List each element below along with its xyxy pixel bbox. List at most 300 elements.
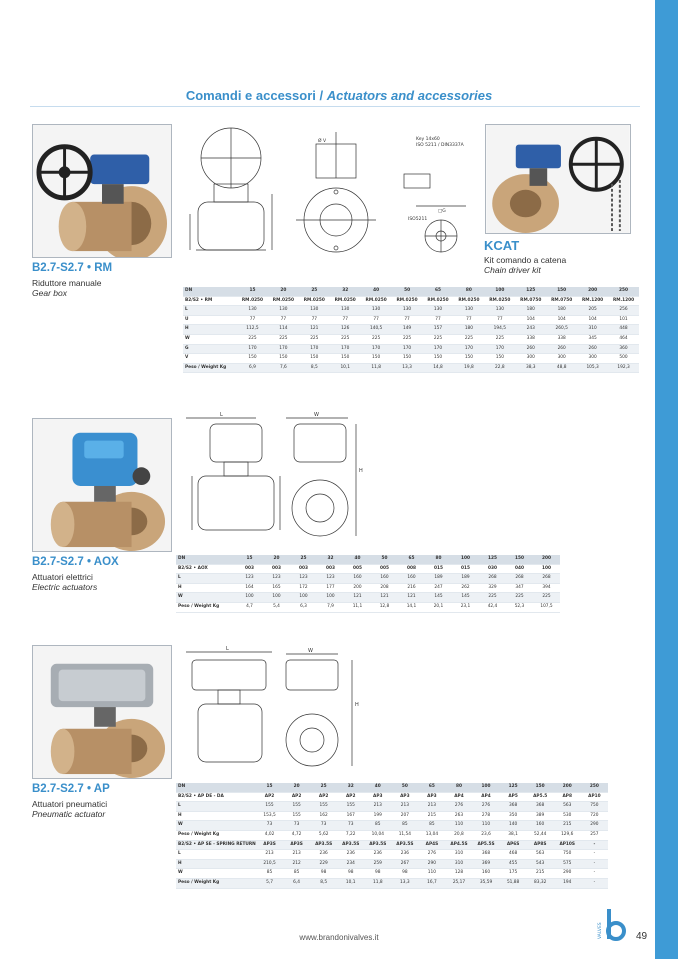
table-cell: 40 bbox=[361, 287, 392, 296]
table-cell: 290 bbox=[554, 869, 581, 879]
table-cell: 225 bbox=[392, 334, 423, 344]
table-cell: 11,8 bbox=[364, 878, 391, 888]
table-cell: 130 bbox=[423, 306, 454, 316]
table-cell: 52,44 bbox=[527, 830, 554, 840]
table-cell: 394 bbox=[533, 583, 560, 593]
table-cell: 20,1 bbox=[425, 602, 452, 612]
table-row bbox=[176, 869, 608, 879]
table-cell: 121 bbox=[398, 593, 425, 603]
aox-technical-drawing bbox=[176, 412, 376, 552]
table-cell: 207 bbox=[391, 811, 418, 821]
table-cell: - bbox=[581, 878, 608, 888]
row-label-cell: V bbox=[183, 354, 237, 364]
table-cell: 114 bbox=[268, 325, 299, 335]
table-cell: RM.0250 bbox=[268, 296, 299, 306]
table-cell: 7,9 bbox=[317, 602, 344, 612]
table-cell: 15 bbox=[256, 783, 283, 792]
table-row bbox=[183, 315, 639, 325]
table-cell: 368 bbox=[473, 850, 500, 860]
table-cell: RM.0250 bbox=[330, 296, 361, 306]
table-cell: 389 bbox=[527, 811, 554, 821]
table-cell: 225 bbox=[330, 334, 361, 344]
table-cell: 500 bbox=[608, 354, 639, 364]
table-cell: 73 bbox=[283, 821, 310, 831]
table-cell: 530 bbox=[554, 811, 581, 821]
row-label-cell: DN bbox=[183, 287, 237, 296]
table-cell: 16,7 bbox=[418, 878, 445, 888]
table-cell: 10,04 bbox=[364, 830, 391, 840]
title-rule bbox=[30, 106, 640, 107]
rm-drawing-key-label: Key 14x60 bbox=[416, 137, 440, 142]
table-cell: 464 bbox=[608, 334, 639, 344]
table-cell: - bbox=[581, 840, 608, 850]
kcat-title: KCAT bbox=[484, 238, 520, 253]
table-cell: 216 bbox=[398, 583, 425, 593]
table-cell: 200 bbox=[533, 555, 560, 564]
table-cell: 150 bbox=[423, 354, 454, 364]
page-number: 49 bbox=[636, 931, 648, 942]
table-header-row bbox=[176, 555, 560, 564]
table-cell: 155 bbox=[283, 811, 310, 821]
ap-drawing-l-label: L bbox=[226, 646, 229, 652]
table-cell: 77 bbox=[299, 315, 330, 325]
table-cell: 720 bbox=[581, 811, 608, 821]
ap-subtitle-en: Pneumatic actuator bbox=[32, 809, 106, 819]
table-row bbox=[183, 363, 639, 373]
table-cell: 80 bbox=[453, 287, 484, 296]
kcat-subtitle-it: Kit comando a catena bbox=[484, 255, 567, 265]
table-cell: 140 bbox=[500, 821, 527, 831]
table-cell: 170 bbox=[237, 344, 268, 354]
table-row bbox=[176, 564, 560, 574]
table-cell: 123 bbox=[263, 574, 290, 584]
table-cell: 150 bbox=[484, 354, 515, 364]
table-cell: RM.0750 bbox=[546, 296, 577, 306]
table-cell: 65 bbox=[418, 783, 445, 792]
aox-drawing-l-label: L bbox=[220, 412, 223, 418]
table-cell: 50 bbox=[392, 287, 423, 296]
table-cell: 008 bbox=[398, 564, 425, 574]
table-cell: 338 bbox=[546, 334, 577, 344]
table-cell: 121 bbox=[344, 593, 371, 603]
rm-drawing-iso-bottom-label: ISO5211 bbox=[408, 217, 428, 222]
table-cell: 368 bbox=[500, 802, 527, 812]
table-cell: 20 bbox=[263, 555, 290, 564]
table-cell: 11,54 bbox=[391, 830, 418, 840]
rm-drawing-g-label: □G bbox=[438, 209, 446, 214]
table-row bbox=[183, 306, 639, 316]
aox-drawing-h-label: H bbox=[359, 468, 363, 474]
table-cell: 42,4 bbox=[479, 602, 506, 612]
table-cell: AP3.5S bbox=[391, 840, 418, 850]
table-cell: 215 bbox=[527, 869, 554, 879]
kcat-subtitle-en: Chain driver kit bbox=[484, 265, 541, 275]
table-cell: 347 bbox=[506, 583, 533, 593]
table-cell: 160 bbox=[371, 574, 398, 584]
table-cell: 105,3 bbox=[577, 363, 608, 373]
table-cell: 149 bbox=[392, 325, 423, 335]
table-cell: 213 bbox=[418, 802, 445, 812]
table-row bbox=[176, 583, 560, 593]
table-cell: 003 bbox=[236, 564, 263, 574]
table-cell: 80 bbox=[425, 555, 452, 564]
table-cell: 150 bbox=[392, 354, 423, 364]
table-cell: 189 bbox=[425, 574, 452, 584]
table-cell: 100 bbox=[533, 564, 560, 574]
table-cell: 360 bbox=[608, 344, 639, 354]
table-cell: 150 bbox=[361, 354, 392, 364]
row-label-cell: H bbox=[176, 859, 256, 869]
table-cell: 290 bbox=[418, 859, 445, 869]
table-cell: 310 bbox=[445, 859, 472, 869]
side-color-bar bbox=[655, 0, 678, 959]
table-cell: 563 bbox=[527, 850, 554, 860]
table-cell: 160 bbox=[398, 574, 425, 584]
aox-spec-table bbox=[176, 555, 560, 613]
table-cell: 98 bbox=[364, 869, 391, 879]
table-cell: 268 bbox=[506, 574, 533, 584]
table-cell: AP4 bbox=[473, 792, 500, 802]
table-cell: AP3 bbox=[364, 792, 391, 802]
table-cell: 77 bbox=[484, 315, 515, 325]
table-cell: 276 bbox=[445, 802, 472, 812]
table-cell: 12,8 bbox=[371, 602, 398, 612]
ap-model-title: B2.7-S2.7 • AP bbox=[32, 783, 110, 795]
aox-model-title: B2.7-S2.7 • AOX bbox=[32, 556, 119, 568]
table-cell: 10,1 bbox=[337, 878, 364, 888]
table-cell: 4,7 bbox=[236, 602, 263, 612]
rm-subtitle-it: Riduttore manuale bbox=[32, 278, 102, 288]
table-cell: 25 bbox=[290, 555, 317, 564]
rm-spec-table bbox=[183, 287, 639, 373]
table-cell: 165 bbox=[263, 583, 290, 593]
table-cell: 13,3 bbox=[391, 878, 418, 888]
table-cell: 003 bbox=[317, 564, 344, 574]
table-cell: 23,6 bbox=[473, 830, 500, 840]
row-label-cell: W bbox=[183, 334, 237, 344]
table-cell: 160 bbox=[473, 869, 500, 879]
table-cell: 276 bbox=[473, 802, 500, 812]
row-label-cell: W bbox=[176, 821, 256, 831]
table-cell: 200 bbox=[554, 783, 581, 792]
table-row bbox=[183, 334, 639, 344]
table-cell: AP8 bbox=[554, 792, 581, 802]
table-cell: 77 bbox=[268, 315, 299, 325]
table-cell: 77 bbox=[330, 315, 361, 325]
table-cell: 121 bbox=[371, 593, 398, 603]
table-cell: 215 bbox=[554, 821, 581, 831]
table-cell: 177 bbox=[317, 583, 344, 593]
table-cell: 130 bbox=[453, 306, 484, 316]
table-row bbox=[176, 811, 608, 821]
table-cell: 225 bbox=[506, 593, 533, 603]
table-cell: 110 bbox=[445, 821, 472, 831]
aox-drawing-w-label: W bbox=[314, 412, 319, 418]
table-cell: 38,3 bbox=[515, 363, 546, 373]
table-cell: 25 bbox=[299, 287, 330, 296]
table-cell: 160 bbox=[344, 574, 371, 584]
table-cell: 85 bbox=[256, 869, 283, 879]
table-cell: - bbox=[581, 869, 608, 879]
table-cell: RM.0250 bbox=[299, 296, 330, 306]
rm-subtitle-en: Gear box bbox=[32, 288, 67, 298]
table-cell: 213 bbox=[364, 802, 391, 812]
row-label-cell: DN bbox=[176, 555, 236, 564]
table-cell: 32 bbox=[317, 555, 344, 564]
table-cell: 123 bbox=[236, 574, 263, 584]
table-cell: 130 bbox=[361, 306, 392, 316]
table-cell: 104 bbox=[577, 315, 608, 325]
electric-actuator-photo bbox=[32, 418, 172, 552]
ap-drawing-h-label: H bbox=[355, 702, 359, 708]
table-cell: 7,6 bbox=[268, 363, 299, 373]
table-cell: 73 bbox=[337, 821, 364, 831]
table-cell: 225 bbox=[423, 334, 454, 344]
row-label-cell: Peso / Weight Kg bbox=[176, 830, 256, 840]
row-label-cell: W bbox=[176, 593, 236, 603]
table-cell: 104 bbox=[515, 315, 546, 325]
table-cell: 150 bbox=[453, 354, 484, 364]
table-cell: 25,17 bbox=[445, 878, 472, 888]
table-cell: 77 bbox=[361, 315, 392, 325]
table-cell: 225 bbox=[237, 334, 268, 344]
table-cell: 4,72 bbox=[283, 830, 310, 840]
row-label-cell: Peso / Weight Kg bbox=[176, 602, 236, 612]
table-row bbox=[176, 878, 608, 888]
table-cell: 150 bbox=[330, 354, 361, 364]
table-cell: 20 bbox=[268, 287, 299, 296]
table-cell: 368 bbox=[527, 802, 554, 812]
table-cell: 170 bbox=[299, 344, 330, 354]
table-cell: 110 bbox=[418, 869, 445, 879]
table-cell: 213 bbox=[391, 802, 418, 812]
table-cell: 260 bbox=[577, 344, 608, 354]
table-cell: 278 bbox=[473, 811, 500, 821]
table-cell: 77 bbox=[237, 315, 268, 325]
table-cell: 225 bbox=[484, 334, 515, 344]
row-label-cell: B2/S2 • AP DE - DA bbox=[176, 792, 256, 802]
table-row bbox=[176, 850, 608, 860]
table-cell: 040 bbox=[506, 564, 533, 574]
table-cell: 157 bbox=[423, 325, 454, 335]
table-cell: 213 bbox=[256, 850, 283, 860]
table-cell: 260 bbox=[546, 344, 577, 354]
table-cell: 77 bbox=[423, 315, 454, 325]
table-cell: 200 bbox=[344, 583, 371, 593]
table-cell: 85 bbox=[364, 821, 391, 831]
table-cell: 194,5 bbox=[484, 325, 515, 335]
table-cell: RM.1200 bbox=[577, 296, 608, 306]
table-cell: 338 bbox=[515, 334, 546, 344]
row-label-cell: L bbox=[176, 802, 256, 812]
table-cell: 123 bbox=[317, 574, 344, 584]
table-row bbox=[176, 802, 608, 812]
table-cell: RM.0250 bbox=[361, 296, 392, 306]
table-cell: 155 bbox=[283, 802, 310, 812]
table-cell: RM.0250 bbox=[484, 296, 515, 306]
title-italian: Comandi e accessori bbox=[185, 88, 316, 103]
table-cell: 199 bbox=[364, 811, 391, 821]
row-label-cell: B2/S2 • AOX bbox=[176, 564, 236, 574]
table-cell: 243 bbox=[515, 325, 546, 335]
table-cell: 205 bbox=[577, 306, 608, 316]
table-cell: 350 bbox=[500, 811, 527, 821]
table-cell: 225 bbox=[361, 334, 392, 344]
table-cell: 155 bbox=[337, 802, 364, 812]
table-cell: 257 bbox=[581, 830, 608, 840]
table-cell: AP3S bbox=[256, 840, 283, 850]
table-cell: 98 bbox=[337, 869, 364, 879]
table-cell: 100 bbox=[236, 593, 263, 603]
title-separator: / bbox=[315, 88, 327, 103]
table-cell: 6,3 bbox=[290, 602, 317, 612]
table-cell: 150 bbox=[299, 354, 330, 364]
table-cell: - bbox=[581, 850, 608, 860]
row-label-cell: Peso / Weight Kg bbox=[176, 878, 256, 888]
table-cell: 180 bbox=[515, 306, 546, 316]
table-cell: 164 bbox=[236, 583, 263, 593]
row-label-cell: DN bbox=[176, 783, 256, 792]
table-cell: 250 bbox=[581, 783, 608, 792]
table-cell: 150 bbox=[546, 287, 577, 296]
table-cell: 8,5 bbox=[310, 878, 337, 888]
table-cell: 14,8 bbox=[423, 363, 454, 373]
table-cell: 101 bbox=[608, 315, 639, 325]
table-cell: 225 bbox=[533, 593, 560, 603]
table-cell: 170 bbox=[484, 344, 515, 354]
table-row bbox=[176, 602, 560, 612]
gearbox-valve-photo bbox=[32, 124, 172, 258]
table-cell: AP3 bbox=[418, 792, 445, 802]
table-cell: 455 bbox=[500, 859, 527, 869]
table-cell: AP4.5S bbox=[445, 840, 472, 850]
table-cell: 40 bbox=[364, 783, 391, 792]
table-cell: 268 bbox=[479, 574, 506, 584]
table-cell: 215 bbox=[418, 811, 445, 821]
table-cell: AP2 bbox=[310, 792, 337, 802]
table-cell: 5,7 bbox=[256, 878, 283, 888]
table-cell: 5,62 bbox=[310, 830, 337, 840]
table-cell: 260,5 bbox=[546, 325, 577, 335]
table-cell: 38,1 bbox=[500, 830, 527, 840]
table-cell: 4,02 bbox=[256, 830, 283, 840]
table-cell: 162 bbox=[310, 811, 337, 821]
table-cell: 329 bbox=[479, 583, 506, 593]
table-cell: RM.0250 bbox=[237, 296, 268, 306]
table-cell: 7,22 bbox=[337, 830, 364, 840]
table-cell: 005 bbox=[344, 564, 371, 574]
table-cell: 750 bbox=[581, 802, 608, 812]
table-cell: 172 bbox=[290, 583, 317, 593]
table-cell: 13,04 bbox=[418, 830, 445, 840]
table-cell: - bbox=[581, 859, 608, 869]
rm-model-title: B2.7-S2.7 • RM bbox=[32, 262, 113, 274]
table-cell: RM.1200 bbox=[608, 296, 639, 306]
table-cell: AP3S bbox=[283, 840, 310, 850]
table-cell: 126 bbox=[330, 325, 361, 335]
table-cell: RM.0250 bbox=[392, 296, 423, 306]
table-cell: 180 bbox=[453, 325, 484, 335]
aox-subtitle-it: Attuatori elettrici bbox=[32, 572, 93, 582]
table-cell: 170 bbox=[330, 344, 361, 354]
table-cell: 210,5 bbox=[256, 859, 283, 869]
table-cell: 65 bbox=[423, 287, 454, 296]
table-cell: AP2 bbox=[337, 792, 364, 802]
table-cell: 130 bbox=[268, 306, 299, 316]
table-row bbox=[176, 593, 560, 603]
table-cell: 125 bbox=[479, 555, 506, 564]
table-cell: 369 bbox=[473, 859, 500, 869]
table-cell: 267 bbox=[391, 859, 418, 869]
table-cell: 107,5 bbox=[533, 602, 560, 612]
table-cell: 100 bbox=[473, 783, 500, 792]
table-cell: 112,5 bbox=[237, 325, 268, 335]
table-cell: 563 bbox=[554, 802, 581, 812]
table-cell: 015 bbox=[452, 564, 479, 574]
row-label-cell: G bbox=[183, 344, 237, 354]
table-cell: 030 bbox=[479, 564, 506, 574]
table-cell: 750 bbox=[554, 850, 581, 860]
table-cell: 51,88 bbox=[500, 878, 527, 888]
table-cell: 259 bbox=[364, 859, 391, 869]
row-label-cell: H bbox=[176, 583, 236, 593]
table-cell: 23,1 bbox=[452, 602, 479, 612]
table-cell: 260 bbox=[515, 344, 546, 354]
table-cell: 125 bbox=[515, 287, 546, 296]
table-cell: 543 bbox=[527, 859, 554, 869]
table-cell: 192,3 bbox=[608, 363, 639, 373]
table-cell: 20,8 bbox=[445, 830, 472, 840]
table-cell: 77 bbox=[453, 315, 484, 325]
table-cell: 300 bbox=[515, 354, 546, 364]
table-cell: 128 bbox=[445, 869, 472, 879]
ap-subtitle-it: Attuatori pneumatici bbox=[32, 799, 108, 809]
table-cell: 50 bbox=[391, 783, 418, 792]
table-cell: 25 bbox=[310, 783, 337, 792]
table-cell: 98 bbox=[310, 869, 337, 879]
row-label-cell: L bbox=[176, 574, 236, 584]
row-label-cell: L bbox=[176, 850, 256, 860]
table-cell: 290 bbox=[581, 821, 608, 831]
table-header-row bbox=[183, 287, 639, 296]
table-cell: 194 bbox=[554, 878, 581, 888]
table-cell: 65 bbox=[398, 555, 425, 564]
row-label-cell: U bbox=[183, 315, 237, 325]
row-label-cell: H bbox=[176, 811, 256, 821]
table-cell: 250 bbox=[608, 287, 639, 296]
table-cell: RM.0250 bbox=[423, 296, 454, 306]
table-cell: 236 bbox=[337, 850, 364, 860]
table-cell: 003 bbox=[290, 564, 317, 574]
row-label-cell: W bbox=[176, 869, 256, 879]
table-cell: 150 bbox=[268, 354, 299, 364]
table-cell: 8,5 bbox=[299, 363, 330, 373]
ap-spec-table bbox=[176, 783, 608, 889]
table-cell: 104 bbox=[546, 315, 577, 325]
table-cell: 225 bbox=[299, 334, 330, 344]
table-cell: 130 bbox=[392, 306, 423, 316]
table-row bbox=[183, 325, 639, 335]
table-cell: 77 bbox=[392, 315, 423, 325]
table-cell: AP8S bbox=[527, 840, 554, 850]
table-cell: 155 bbox=[310, 802, 337, 812]
table-cell: 85 bbox=[283, 869, 310, 879]
table-cell: 150 bbox=[527, 783, 554, 792]
table-cell: 200 bbox=[577, 287, 608, 296]
table-cell: 225 bbox=[479, 593, 506, 603]
table-cell: 130 bbox=[299, 306, 330, 316]
table-cell: 229 bbox=[310, 859, 337, 869]
